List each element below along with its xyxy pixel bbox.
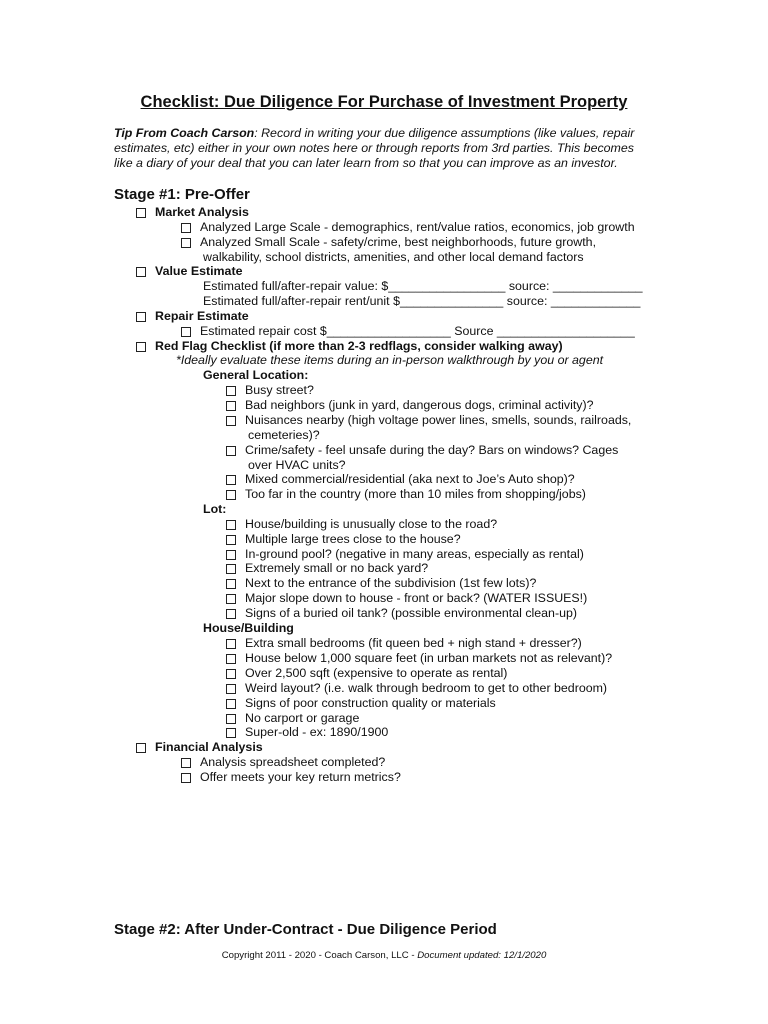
market-small-continued: walkability, school districts, amenities, and other local demand factors [203, 250, 584, 264]
checkbox[interactable] [136, 312, 146, 322]
general-item[interactable]: Mixed commercial/residential (aka next to Joe’s Auto shop)? [226, 472, 575, 487]
checkbox[interactable] [226, 550, 236, 560]
tip-text: : Record in writing your due diligence assumptions (like values, repair estimates, etc) either in your own notes here or through reports from 3rd parties. This becomes like a diary of your deal that you can later learn from so that you can improve as an investor. [114, 126, 635, 170]
general-item[interactable]: Busy street? [226, 383, 314, 398]
checkbox[interactable] [226, 714, 236, 724]
checkbox[interactable] [226, 520, 236, 530]
financial-item[interactable]: Analysis spreadsheet completed? [181, 755, 385, 770]
checkbox[interactable] [226, 669, 236, 679]
stage-2-heading: Stage #2: After Under-Contract - Due Diligence Period [114, 921, 497, 938]
market-analysis-item[interactable]: Market Analysis [136, 205, 249, 220]
lot-item[interactable]: Multiple large trees close to the house? [226, 532, 461, 547]
checkbox[interactable] [181, 223, 191, 233]
financial-item[interactable]: Offer meets your key return metrics? [181, 770, 401, 785]
checkbox[interactable] [226, 564, 236, 574]
house-item[interactable]: Over 2,500 sqft (expensive to operate as rental) [226, 666, 507, 681]
footer-updated: Document updated: 12/1/2020 [417, 950, 547, 961]
repair-cost-item[interactable]: Estimated repair cost $__________________ Source ____________________ [181, 324, 635, 339]
lot-item[interactable]: Major slope down to house - front or back? (WATER ISSUES!) [226, 591, 587, 606]
red-flag-item[interactable]: Red Flag Checklist (if more than 2-3 redflags, consider walking away) [136, 339, 563, 354]
footer [0, 950, 768, 962]
lot-item[interactable]: Signs of a buried oil tank? (possible environmental clean-up) [226, 606, 577, 621]
checkbox[interactable] [226, 416, 236, 426]
checkbox[interactable] [226, 728, 236, 738]
checkbox[interactable] [226, 579, 236, 589]
checkbox[interactable] [226, 639, 236, 649]
value-line-2: Estimated full/after-repair rent/unit $_______________ source: _____________ [203, 294, 641, 308]
general-item-continued: over HVAC units? [248, 458, 346, 472]
general-item-continued: cemeteries)? [248, 428, 320, 442]
checkbox[interactable] [136, 342, 146, 352]
checkbox[interactable] [226, 401, 236, 411]
general-item[interactable]: Nuisances nearby (high voltage power lines, smells, sounds, railroads, [226, 413, 631, 428]
checkbox[interactable] [226, 654, 236, 664]
checkbox[interactable] [226, 386, 236, 396]
checkbox[interactable] [226, 699, 236, 709]
general-item[interactable]: Bad neighbors (junk in yard, dangerous dogs, criminal activity)? [226, 398, 594, 413]
tip-label: Tip From Coach Carson [114, 126, 255, 140]
checkbox[interactable] [136, 267, 146, 277]
checkbox[interactable] [136, 743, 146, 753]
house-building-label: House/Building [203, 621, 294, 635]
lot-item[interactable]: In-ground pool? (negative in many areas, especially as rental) [226, 547, 584, 562]
house-item[interactable]: Super-old - ex: 1890/1900 [226, 725, 388, 740]
checkbox[interactable] [181, 238, 191, 248]
lot-item[interactable]: House/building is unusually close to the road? [226, 517, 497, 532]
stage-1-heading: Stage #1: Pre-Offer [114, 186, 250, 203]
general-item[interactable]: Too far in the country (more than 10 miles from shopping/jobs) [226, 487, 586, 502]
checkbox[interactable] [226, 446, 236, 456]
footer-copyright: Copyright 2011 - 2020 - Coach Carson, LLC - [221, 950, 418, 961]
red-flag-note: *Ideally evaluate these items during an in-person walkthrough by you or agent [176, 353, 604, 367]
checkbox[interactable] [181, 327, 191, 337]
general-location-label: General Location: [203, 368, 309, 382]
checkbox[interactable] [226, 475, 236, 485]
house-item[interactable]: House below 1,000 square feet (in urban markets not as relevant)? [226, 651, 612, 666]
checkbox[interactable] [226, 490, 236, 500]
checkbox[interactable] [226, 684, 236, 694]
lot-label: Lot: [203, 502, 227, 516]
value-line-1: Estimated full/after-repair value: $_________________ source: _____________ [203, 279, 643, 293]
checkbox[interactable] [181, 758, 191, 768]
tip-paragraph [114, 126, 654, 171]
house-item[interactable]: Signs of poor construction quality or materials [226, 696, 496, 711]
house-item[interactable]: Extra small bedrooms (fit queen bed + nigh stand + dresser?) [226, 636, 582, 651]
repair-estimate-item[interactable]: Repair Estimate [136, 309, 249, 324]
house-item[interactable]: No carport or garage [226, 711, 359, 726]
checkbox[interactable] [226, 535, 236, 545]
page-title: Checklist: Due Diligence For Purchase of Investment Property [140, 93, 628, 111]
checkbox[interactable] [226, 594, 236, 604]
lot-item[interactable]: Extremely small or no back yard? [226, 561, 428, 576]
value-estimate-item[interactable]: Value Estimate [136, 264, 242, 279]
general-item[interactable]: Crime/safety - feel unsafe during the day? Bars on windows? Cages [226, 443, 618, 458]
house-item[interactable]: Weird layout? (i.e. walk through bedroom to get to other bedroom) [226, 681, 607, 696]
market-large-item[interactable]: Analyzed Large Scale - demographics, rent/value ratios, economics, job growth [181, 220, 635, 235]
checkbox[interactable] [226, 609, 236, 619]
market-small-item[interactable]: Analyzed Small Scale - safety/crime, best neighborhoods, future growth, [181, 235, 596, 250]
lot-item[interactable]: Next to the entrance of the subdivision (1st few lots)? [226, 576, 536, 591]
financial-analysis-item[interactable]: Financial Analysis [136, 740, 263, 755]
checkbox[interactable] [136, 208, 146, 218]
checkbox[interactable] [181, 773, 191, 783]
